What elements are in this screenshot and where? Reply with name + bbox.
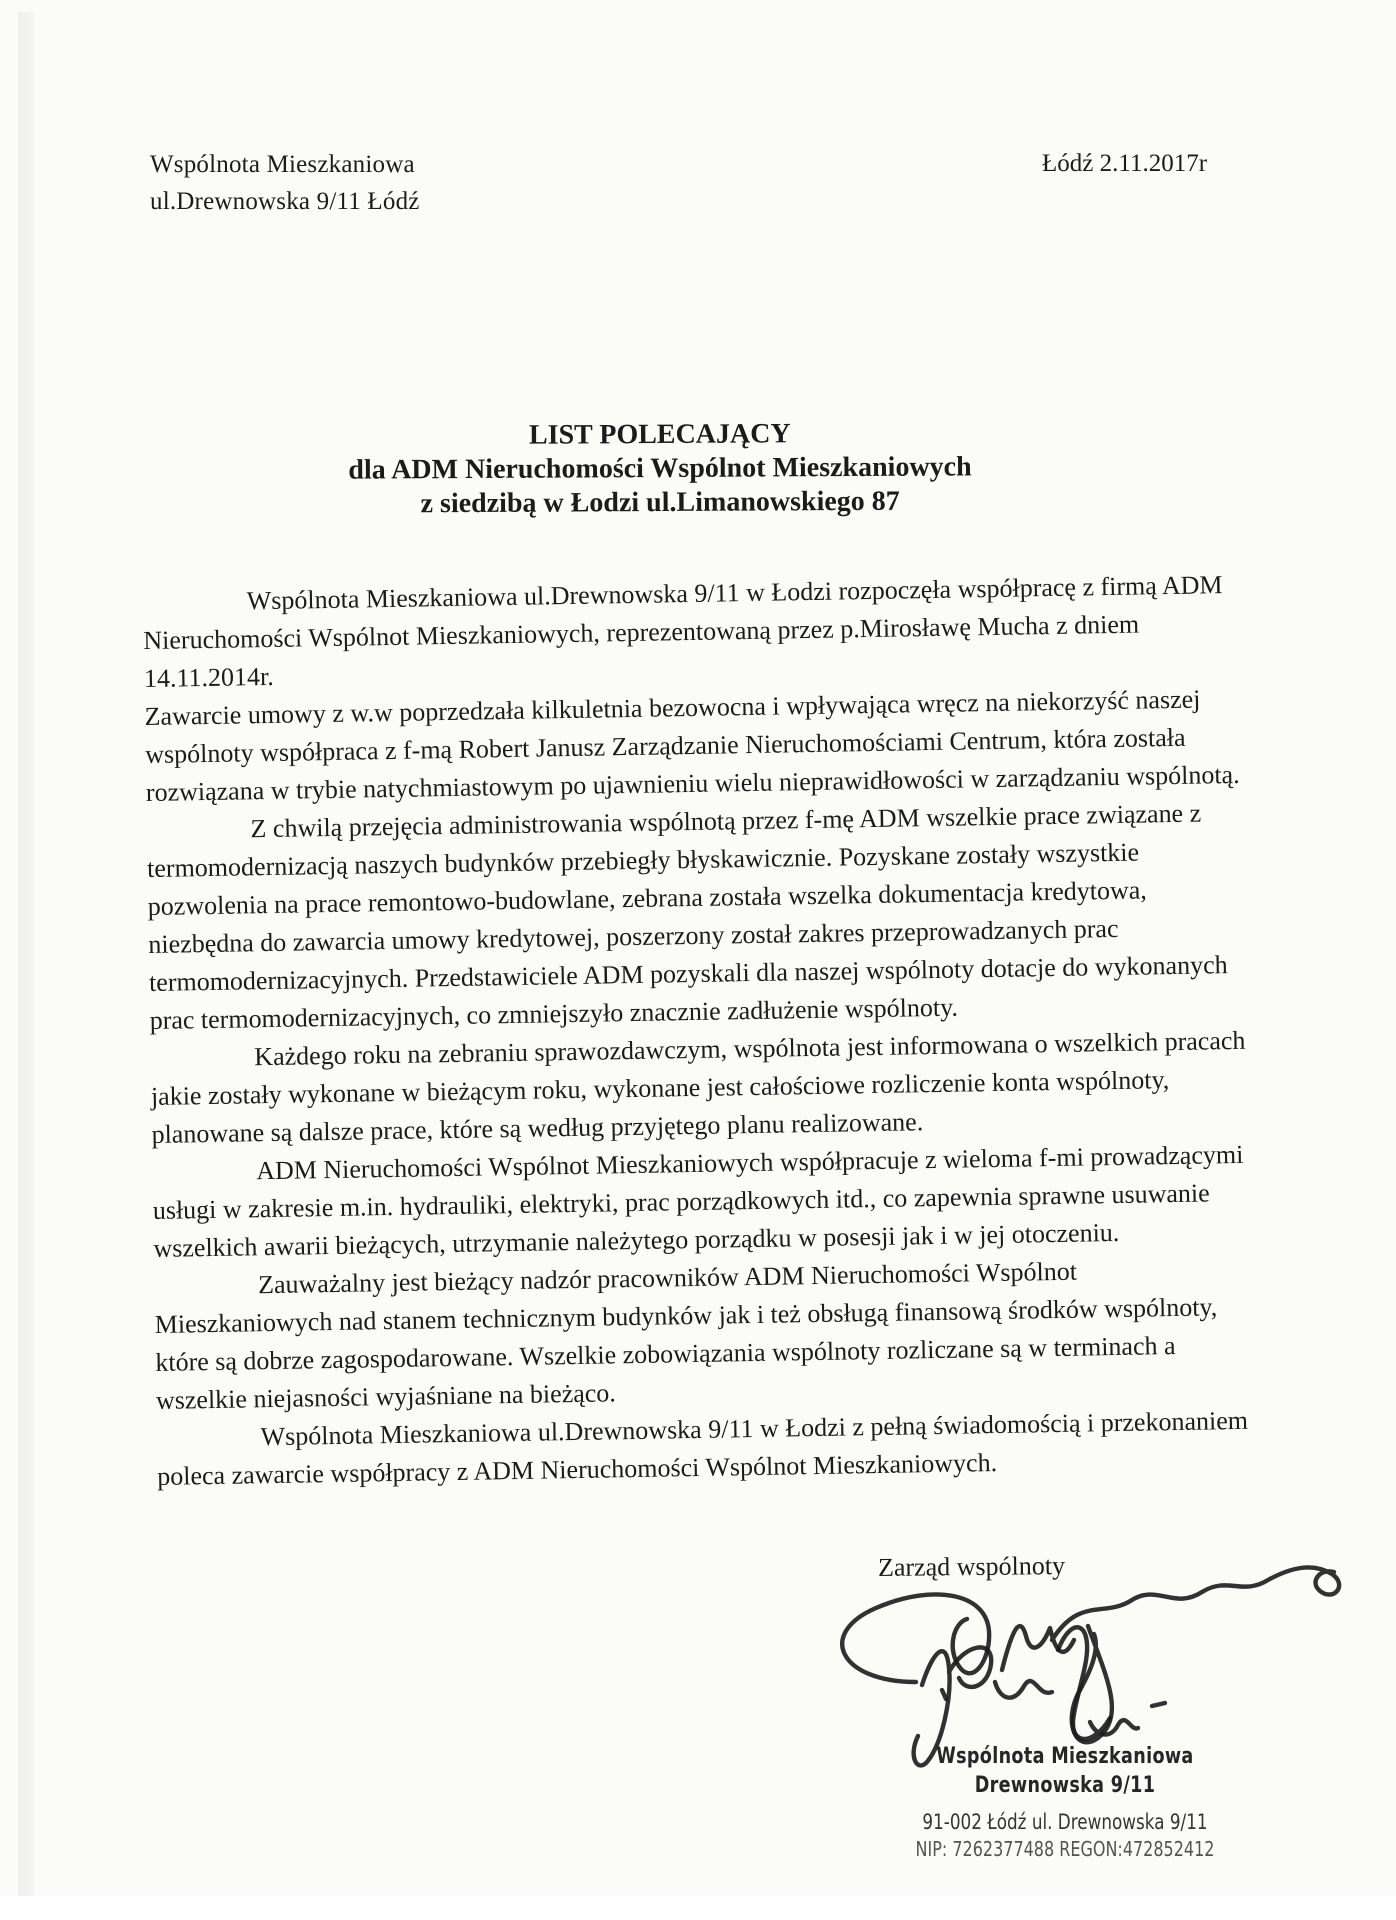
stamp-nip-regon: NIP: 7262377488 REGON:472852412: [915, 1837, 1215, 1861]
title-line-2: dla ADM Nieruchomości Wspólnot Mieszkaniowych: [348, 451, 972, 486]
organization-stamp: [905, 1742, 1225, 1862]
sender-address: ul.Drewnowska 9/11 Łódź: [150, 188, 420, 215]
letter-body: [142, 566, 1262, 1496]
title-line-3: z siedzibą w Łodzi ul.Limanowskiego 87: [420, 485, 900, 520]
paragraph: Każdego roku na zebraniu sprawozdawczym, wspólnota jest informowana o wszelkich pracach jakie zostały wykonane w bieżącym roku, wykonane jest całościowe rozliczenie konta wspólnoty, planowane są dalsze prace, które są według przyjętego planu realizowane.: [150, 1025, 1246, 1149]
sender-name: Wspólnota Mieszkaniowa: [150, 151, 415, 178]
paragraph: Wspólnota Mieszkaniowa ul.Drewnowska 9/11 w Łodzi rozpoczęła współpracę z firmą ADM Nieruchomości Wspólnot Mieszkaniowych, reprezentowaną przez p.Mirosławę Mucha z dniem 14.11.2014r.: [143, 570, 1223, 694]
paragraph: Zawarcie umowy z w.w poprzedzała kilkuletnia bezowocna i wpływająca wręcz na niekorzyść naszej wspólnoty współpraca z f-mą Robert Janusz Zarządzanie Nieruchomościami Centrum, która została rozwiązana w trybie natychmiastowym po ujawnieniu wielu nieprawidłowości w zarządzaniu wspólnotą.: [144, 684, 1240, 808]
scan-bottom-edge: [0, 1896, 1396, 1920]
stamp-address: 91-002 Łódź ul. Drewnowska 9/11: [922, 1810, 1208, 1834]
paragraph: Zauważalny jest bieżący nadzór pracowników ADM Nieruchomości Wspólnot Mieszkaniowych nad stanem technicznym budynków jak i też obsługą finansową środków wspólnoty, które są dobrze zagospodarowane. Wszelkie zobowiązania wspólnoty rozliczane są w terminach a wszelkie niejasności wyjaśniane na bieżąco.: [154, 1256, 1218, 1415]
signature-board-member-1: [842, 1567, 1339, 1742]
title-line-1: LIST POLECAJĄCY: [528, 418, 791, 451]
dateline: Łódź 2.11.2017r: [1042, 150, 1208, 177]
sender-block: [150, 146, 420, 220]
paragraph: ADM Nieruchomości Wspólnot Mieszkaniowych współpracuje z wieloma f-mi prowadzącymi usługi w zakresie m.in. hydrauliki, elektryki, prac porządkowych itd., co zapewnia sprawne usuwanie wszelkich awarii bieżących, utrzymanie należytego porządku w posesji jak i w jej otoczeniu.: [152, 1139, 1244, 1263]
stamp-org-street: Drewnowska 9/11: [974, 1773, 1156, 1798]
paragraph: Z chwilą przejęcia administrowania wspólnotą przez f-mę ADM wszelkie prace związane z termomodernizacją naszych budynków przebiegły błyskawicznie. Pozyskane zostały wszystkie pozwolenia na prace remontowo-budowlane, zebrana została wszelka dokumentacja kredytowa, niezbędna do zawarcia umowy kredytowej, poszerzony został zakres przeprowadzanych prac termomodernizacyjnych. Przedstawiciele ADM pozyskali dla naszej wspólnoty dotacje do wykonanych prac termomodernizacyjnych, co zmniejszyło znacznie zadłużenie wspólnoty.: [146, 798, 1228, 1036]
letter-title: [100, 415, 1221, 523]
scan-edge-artifact: [18, 12, 34, 1896]
paragraph: Wspólnota Mieszkaniowa ul.Drewnowska 9/11 w Łodzi z pełną świadomością i przekonaniem poleca zawarcie współpracy z ADM Nieruchomości Wspólnot Mieszkaniowych.: [156, 1405, 1249, 1491]
stamp-org-name: Wspólnota Mieszkaniowa: [936, 1744, 1194, 1769]
closing-label: Zarząd wspólnoty: [877, 1551, 1066, 1582]
